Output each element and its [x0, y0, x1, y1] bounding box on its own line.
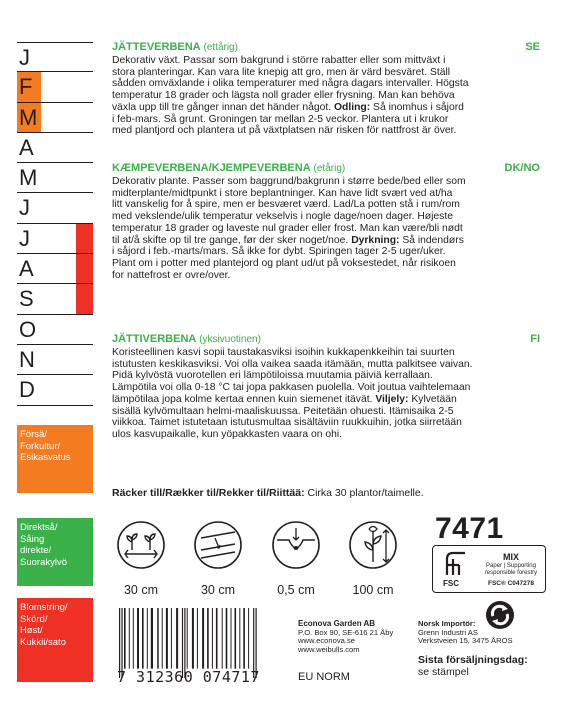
legend-sowing-indoors: [17, 425, 93, 493]
yield-info: [112, 487, 424, 499]
month-row: [17, 315, 93, 345]
legend-line: direkte/: [20, 545, 52, 556]
month-letter: O: [19, 316, 37, 342]
barcode-bar: [187, 608, 188, 669]
fsc-label: [432, 545, 546, 593]
importer-label: Norsk Importör:: [418, 619, 476, 628]
month-row: [17, 345, 93, 375]
text-line: for nattefrost er ovre/over.: [112, 269, 231, 281]
fsc-text-2: responsible forestry: [484, 570, 538, 576]
month-row: [17, 72, 93, 102]
importer-info: [418, 620, 513, 646]
barcode-bar: [166, 608, 168, 669]
text-line: i såjord i feb.-marts/mars. Så ikke for dybt. Spiringen tager 2-5 uger/uker.: [112, 246, 446, 258]
barcode-bar: [124, 608, 126, 669]
barcode-bar: [226, 608, 228, 669]
section-subtitle: (ettårig): [203, 42, 238, 53]
barcode-bar: [239, 608, 240, 669]
month-letter: S: [19, 286, 34, 312]
article-number: 7471: [435, 512, 504, 545]
importer-line-1: Grenn Industri AS: [418, 627, 478, 637]
fsc-logo-text: FSC: [443, 579, 459, 588]
month-row: [17, 163, 93, 193]
barcode-bar: [171, 608, 172, 669]
barcode-bar: [176, 608, 178, 669]
barcode-bar: [197, 608, 198, 669]
plant-height-caption: 100 cm: [352, 583, 394, 597]
legend-flowering: [17, 598, 93, 682]
section-finnish: [112, 334, 540, 441]
section-subtitle: (etårig): [313, 163, 346, 174]
barcode-bar: [207, 608, 209, 669]
barcode-bar: [137, 608, 139, 669]
month-letter: J: [19, 195, 30, 221]
text-line: Lämpötila voi olla 0-18 °C tai jopa pakkasen puolella. Voit joutua vaihtelemaan: [112, 382, 471, 394]
company-line-3: www.weibulls.com: [298, 644, 360, 654]
barcode-bar: [192, 608, 194, 669]
flowering-bar: [76, 284, 93, 313]
text-line: med vekslende/ulik temperatur vekselvis i nogle dage/noen dager. Højeste: [112, 211, 453, 223]
fsc-text-1: Paper | Supporting: [486, 563, 536, 569]
month-calendar: [17, 42, 93, 406]
text-line: temperatur 18 grader och lägsta noll grader eller frysning. Man kan behöva: [112, 90, 455, 102]
section-body: [112, 176, 540, 281]
legend-line: Skörd/: [20, 613, 48, 625]
text-line: stora planteringar. Kan vara lite knepig att gro, men är värd besväret. Ställ: [112, 66, 451, 78]
fsc-code: FSC® C047278: [488, 580, 534, 587]
barcode-bar: [129, 608, 130, 669]
legend-line: Såing: [20, 533, 45, 545]
text-line: viikkoa. Taimet istutetaan istutusmultaa sisältäviin ruukkuihin, jotka siirretään: [112, 417, 462, 429]
section-body: [112, 55, 540, 137]
legend-line: Esikasvatus: [20, 452, 71, 463]
fsc-mix: MIX: [502, 552, 519, 562]
text-line: ulos kasvupaikalle, kun yöpakkasten vaara on ohi.: [112, 428, 343, 440]
language-code: FI: [530, 333, 540, 345]
company-name: Econova Garden AB: [298, 619, 376, 628]
month-row: [17, 254, 93, 284]
month-letter: F: [19, 74, 33, 100]
section-title: KÆMPEVERBENA/KJEMPEVERBENA: [112, 162, 311, 174]
fsc-logo-icon: [439, 549, 473, 589]
month-letter: A: [19, 256, 34, 282]
barcode-bar: [243, 608, 245, 669]
text-line: Pidä kylvöstä vuorotellen eri lämpötiloissa muutamia päiviä kerrallaan.: [112, 370, 433, 382]
fsc-text: [479, 563, 543, 577]
legend-line: Försä/: [20, 429, 47, 440]
month-letter: A: [19, 134, 34, 160]
text-line: Dekorativ växt. Passar som bakgrund i större rabatter eller som mittväxt i: [112, 55, 446, 66]
month-row: [17, 224, 93, 254]
plant-spacing-icon: [116, 520, 166, 570]
month-letter: J: [19, 225, 30, 251]
text-line: sisällä kylvömultaan helmi-maaliskuussa. Peitetään ohuesti. Itämisaika 2-5: [112, 405, 454, 417]
barcode-bar: [142, 608, 144, 669]
yield-label: Räcker till/Rækker til/Rekker til/Riittää:: [112, 487, 305, 499]
barcode-bar: [147, 608, 148, 669]
row-spacing-icon: [193, 520, 243, 570]
text-line: sådden omväxlande i olika temperaturer med några dagars intervaller. Högsta: [112, 78, 469, 90]
legend-line: Suorakylvö: [20, 556, 67, 568]
month-row: [17, 103, 93, 133]
section-body: [112, 347, 540, 441]
legend-line: Høst/: [20, 625, 43, 636]
barcode-bar: [151, 608, 153, 669]
section-title: JÄTTIVERBENA: [112, 333, 197, 345]
row-spacing-caption: 30 cm: [200, 583, 236, 597]
company-address: [298, 620, 393, 654]
company-line-1: P.O. Box 90, SE-616 21 Åby: [298, 627, 394, 637]
section-danish-norwegian: [112, 163, 540, 281]
barcode-bar: [222, 608, 223, 669]
barcode-number: 7 312360 074717: [117, 668, 260, 686]
barcode-bar: [157, 608, 159, 669]
text-line: litt vanskelig for å spire, men er besværet værd. Lad/La potten stå i rum/rom: [112, 199, 460, 211]
language-code: DK/NO: [504, 162, 540, 174]
barcode-bar: [235, 608, 237, 669]
month-letter: J: [19, 45, 30, 70]
text-line: til at/å skifte op til tre gange, før der sker noget/noe. Dyrkning: Så indendørs: [112, 234, 464, 246]
text-line: i feb-mars. Så grunt. Groningen tar mellan 2-5 veckor. Plantera ut i krukor: [112, 113, 449, 125]
yield-value: Cirka 30 plantor/taimelle.: [307, 487, 424, 499]
month-letter: N: [19, 346, 35, 372]
text-line: temperatur 18 grader og laveste nul grader eller frost. Man kan være/bli nødt: [112, 222, 463, 234]
text-line: istutusten keskikasviksi. Voi olla vaikea saada itämään, mutta palkitsee vaivan.: [112, 358, 473, 370]
month-row: [17, 193, 93, 223]
text-line: midterplante/midtpunkt i store beplantninger. Kan have lidt svært ved at/ha: [112, 187, 453, 199]
month-row: [17, 133, 93, 163]
section-swedish: [112, 42, 540, 137]
barcode-bar: [248, 608, 249, 669]
section-subtitle: (yksivuotinen): [199, 334, 261, 345]
text-line: lämpötilaa jopa kolme kertaa ennen kuin siemenet itävät. Viljely: Kylvetään: [112, 393, 457, 405]
plant-spacing-caption: 30 cm: [123, 583, 159, 597]
month-row: [17, 284, 93, 314]
sowing-depth-icon: [271, 520, 321, 570]
legend-line: Blomstring/: [20, 602, 68, 613]
text-line: växla upp till tre gånger innan det händer något. Odling: Så inomhus i såjord: [112, 101, 464, 113]
legend-line: Forkultur/: [20, 440, 61, 452]
month-letter: M: [19, 165, 38, 191]
plant-height-icon: [348, 520, 398, 570]
barcode-bar: [202, 608, 204, 669]
language-code: SE: [525, 41, 540, 53]
flowering-bar: [76, 224, 93, 253]
barcode-bar: [216, 608, 218, 669]
barcode-bar: [212, 608, 213, 669]
barcode-bar: [133, 608, 134, 669]
text-line: Plant om i potter med plantejord og plant ud/ut på voksestedet, når risikoen: [112, 257, 456, 269]
flowering-bar: [76, 254, 93, 283]
month-letter: D: [19, 377, 35, 403]
sell-by-info: [418, 655, 528, 678]
text-line: Koristeellinen kasvi sopii taustakasviksi isoihin kukkapenkkeihin tai suurten: [112, 347, 455, 358]
eu-norm: EU NORM: [298, 671, 350, 683]
text-line: med plantjord och plantera ut på växtplatsen när risken för nattfrost är över.: [112, 125, 457, 137]
legend-direct-sowing: [17, 518, 93, 586]
text-line: Dekorativ plante. Passer som baggrund/bakgrunn i større bede/bed eller som: [112, 176, 466, 187]
section-title: JÄTTEVERBENA: [112, 41, 201, 53]
barcode-bar: [231, 608, 232, 669]
barcode-bar: [162, 608, 163, 669]
sell-by-value: se stämpel: [418, 665, 469, 678]
month-row: [17, 375, 93, 405]
company-line-2: www.econova.se: [298, 636, 355, 646]
month-row: [17, 42, 93, 72]
month-letter: M: [19, 104, 38, 130]
sell-by-label: Sista försäljningsdag:: [418, 654, 528, 666]
sowing-depth-caption: 0,5 cm: [277, 583, 315, 597]
legend-line: Direktså/: [20, 522, 58, 533]
importer-line-2: Verkstveien 15, 3475 ÅROS: [418, 636, 513, 646]
legend-line: Kukkii/sato: [20, 636, 66, 648]
